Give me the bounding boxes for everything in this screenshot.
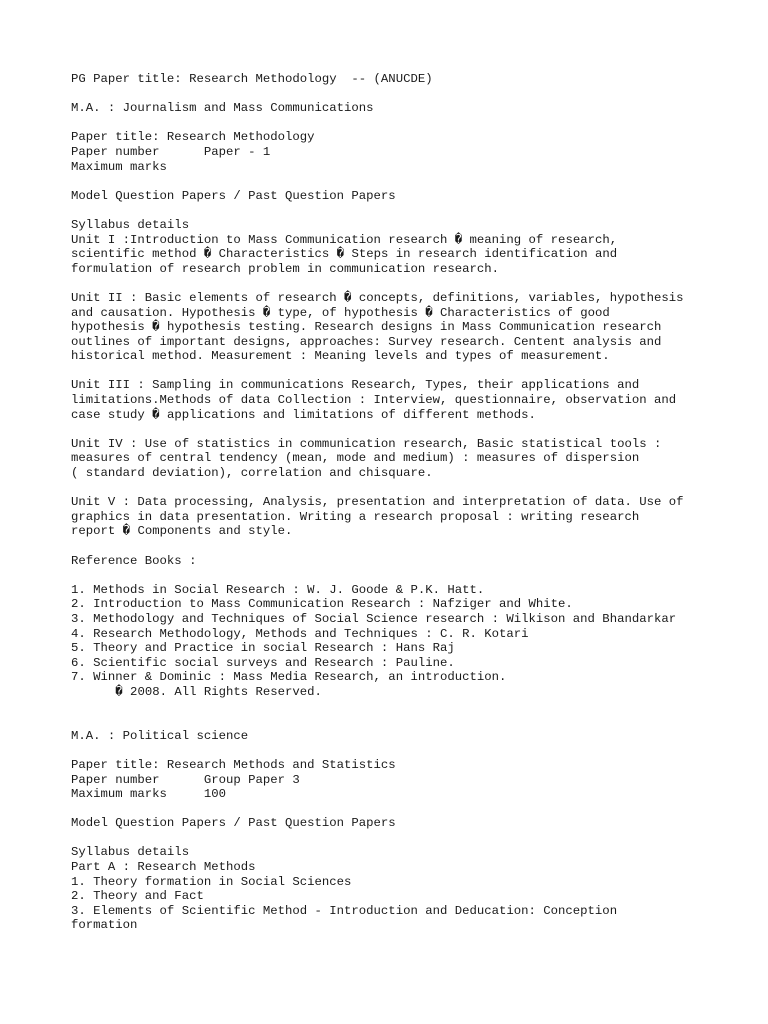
text-line: 4. Research Methodology, Methods and Techniques : C. R. Kotari (71, 626, 529, 641)
text-line: Unit II : Basic elements of research � concepts, definitions, variables, hypothesis (71, 290, 684, 305)
text-line: Model Question Papers / Past Question Papers (71, 816, 396, 831)
text-line: 2. Theory and Fact (71, 889, 204, 904)
text-line: ( standard deviation), correlation and chisquare. (71, 466, 433, 481)
text-line: 1. Methods in Social Research : W. J. Goode & P.K. Hatt. (71, 582, 485, 597)
text-line: 3. Elements of Scientific Method - Introduction and Deducation: Conception (71, 903, 618, 918)
text-line: Paper title: Research Methodology (71, 130, 315, 145)
blank-line (71, 743, 751, 758)
text-line: Part A : Research Methods (71, 860, 256, 875)
blank-line (71, 539, 751, 554)
text-line: Model Question Papers / Past Question Papers (71, 188, 396, 203)
blank-line (71, 831, 751, 846)
blank-line (71, 276, 751, 291)
blank-line (71, 174, 751, 189)
text-line: scientific method � Characteristics � Steps in research identification and (71, 247, 618, 262)
blank-line (71, 481, 751, 496)
text-line: and causation. Hypothesis � type, of hypothesis � Characteristics of good (71, 305, 610, 320)
blank-line (71, 422, 751, 437)
text-line: M.A. : Journalism and Mass Communications (71, 101, 374, 116)
text-line: 5. Theory and Practice in social Research : Hans Raj (71, 641, 455, 656)
text-line: outlines of important designs, approaches: Survey research. Centent analysis and (71, 334, 662, 349)
text-line: historical method. Measurement : Meaning levels and types of measurement. (71, 349, 610, 364)
text-line: formulation of research problem in communication research. (71, 261, 500, 276)
text-line: Unit I :Introduction to Mass Communication research � meaning of research, (71, 232, 618, 247)
blank-line (71, 364, 751, 379)
text-line: report � Components and style. (71, 524, 293, 539)
text-line: PG Paper title: Research Methodology -- (ANUCDE) (71, 72, 433, 86)
text-line: Unit V : Data processing, Analysis, presentation and interpretation of data. Use of (71, 495, 684, 510)
text-line: M.A. : Political science (71, 728, 249, 743)
text-line: Unit IV : Use of statistics in communication research, Basic statistical tools : (71, 436, 662, 451)
text-line: Maximum marks 100 (71, 787, 226, 802)
text-line: 2. Introduction to Mass Communication Research : Nafziger and White. (71, 597, 573, 612)
blank-line (71, 802, 751, 817)
text-line: Unit III : Sampling in communications Research, Types, their applications and (71, 378, 640, 393)
blank-line (71, 87, 751, 102)
blank-line (71, 116, 751, 131)
text-line: � 2008. All Rights Reserved. (71, 684, 322, 699)
text-line: case study � applications and limitations of different methods. (71, 407, 536, 422)
text-line: Syllabus details (71, 845, 190, 860)
blank-line (71, 714, 751, 729)
text-line: 1. Theory formation in Social Sciences (71, 874, 352, 889)
text-line: Reference Books : (71, 553, 197, 568)
document-body (71, 72, 751, 933)
text-line: 7. Winner & Dominic : Mass Media Research, an introduction. (71, 670, 507, 685)
text-line: 6. Scientific social surveys and Research : Pauline. (71, 655, 455, 670)
text-line: Paper number Paper - 1 (71, 144, 271, 159)
text-line: 3. Methodology and Techniques of Social Science research : Wilkison and Bhandarkar (71, 611, 677, 626)
text-line: Paper title: Research Methods and Statistics (71, 757, 396, 772)
text-line: Maximum marks (71, 159, 167, 174)
text-line: Paper number Group Paper 3 (71, 772, 300, 787)
blank-line (71, 568, 751, 583)
text-line: Syllabus details (71, 217, 190, 232)
text-line: hypothesis � hypothesis testing. Research designs in Mass Communication research (71, 320, 662, 335)
text-line: graphics in data presentation. Writing a research proposal : writing research (71, 509, 640, 524)
text-line: measures of central tendency (mean, mode and medium) : measures of dispersion (71, 451, 640, 466)
blank-line (71, 700, 751, 715)
text-line: formation (71, 918, 138, 933)
text-line: limitations.Methods of data Collection : Interview, questionnaire, observation and (71, 393, 677, 408)
blank-line (71, 203, 751, 218)
